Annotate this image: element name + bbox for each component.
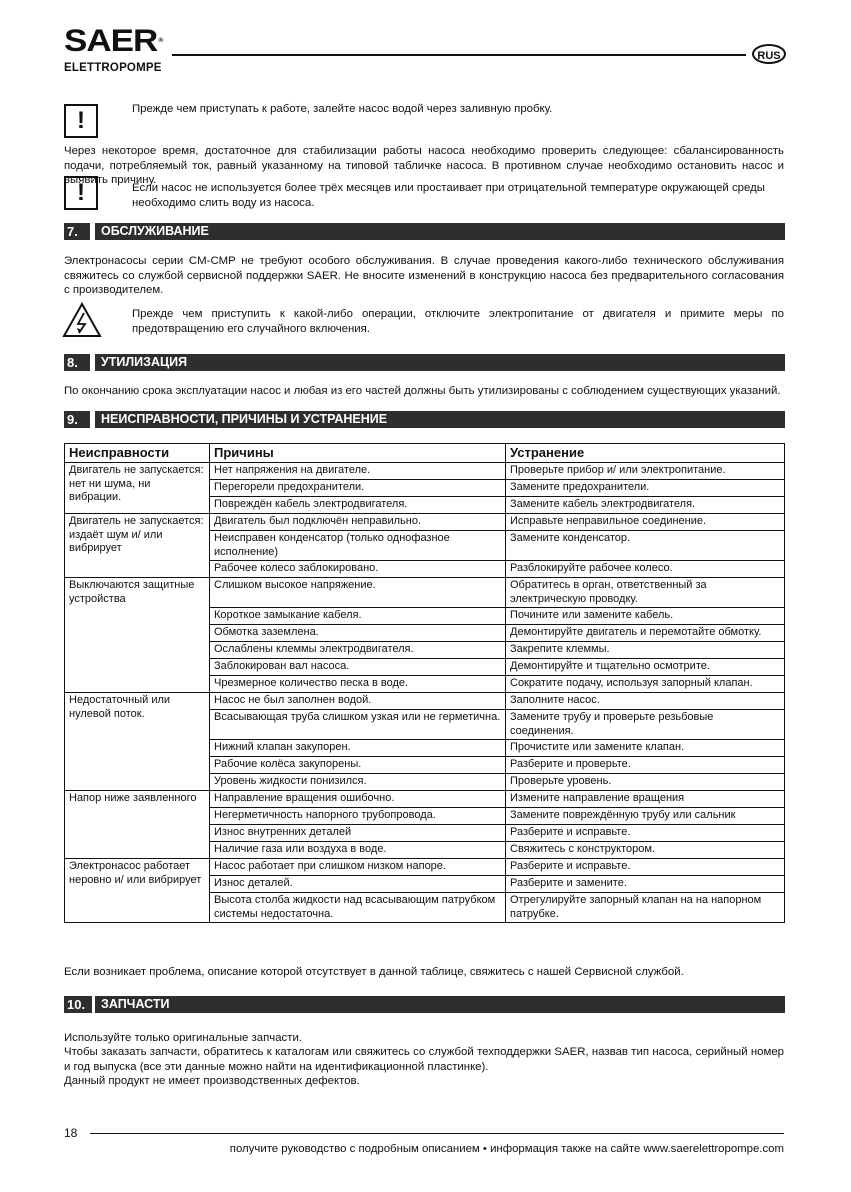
table-row bbox=[65, 791, 785, 808]
cause-cell: Насос не был заполнен водой. bbox=[210, 693, 506, 710]
exclamation-icon: ! bbox=[64, 176, 98, 210]
cause-cell: Рабочие колёса закупорены. bbox=[210, 757, 506, 774]
remedy-cell: Исправьте неправильное соединение. bbox=[506, 514, 785, 531]
table-row bbox=[65, 463, 785, 480]
fault-cell: Электронасос работает неровно и/ или вибрирует bbox=[65, 859, 210, 923]
remedy-cell: Почините или замените кабель. bbox=[506, 608, 785, 625]
remedy-cell: Проверьте уровень. bbox=[506, 774, 785, 791]
cause-cell: Нижний клапан закупорен. bbox=[210, 740, 506, 757]
warning-power-off: Прежде чем приступить к какой-либо операции, отключите электропитание от двигателя и примите меры по предотвращению его случайного включения. bbox=[132, 308, 784, 335]
cause-cell: Уровень жидкости понизился. bbox=[210, 774, 506, 791]
remedy-cell: Замените конденсатор. bbox=[506, 531, 785, 561]
fault-cell: Недостаточный или нулевой поток. bbox=[65, 693, 210, 791]
paragraph-check: Через некоторое время, достаточное для стабилизации работы насоса необходимо проверить следующее: сбалансированность подачи, потребляемый ток, равный указанному на типовой табличке насоса. В противном случае необходимо остановить насос и выявить причину. bbox=[64, 145, 784, 187]
table-header-faults: Неисправности bbox=[65, 444, 210, 463]
fault-cell: Двигатель не запускается: нет ни шума, ни вибрации. bbox=[65, 463, 210, 514]
remedy-cell: Свяжитесь с конструктором. bbox=[506, 842, 785, 859]
remedy-cell: Разберите и исправьте. bbox=[506, 825, 785, 842]
remedy-cell: Замените предохранители. bbox=[506, 480, 785, 497]
paragraph-disposal: По окончанию срока эксплуатации насос и любая из его частей должны быть утилизированы с соблюдением существующих указаний. bbox=[64, 385, 781, 397]
header-rule bbox=[172, 54, 746, 56]
remedy-cell: Заполните насос. bbox=[506, 693, 785, 710]
cause-cell: Высота столба жидкости над всасывающим патрубком системы недостаточна. bbox=[210, 893, 506, 923]
language-badge: RUS bbox=[752, 44, 786, 64]
cause-cell: Перегорели предохранители. bbox=[210, 480, 506, 497]
cause-cell: Насос работает при слишком низком напоре. bbox=[210, 859, 506, 876]
paragraph-contact-service: Если возникает проблема, описание которой отсутствует в данной таблице, свяжитесь с нашей Сервисной службой. bbox=[64, 966, 684, 978]
section-10-title: ЗАПЧАСТИ bbox=[95, 996, 785, 1013]
table-row bbox=[65, 514, 785, 531]
section-8-title: УТИЛИЗАЦИЯ bbox=[95, 354, 785, 371]
fault-cell: Двигатель не запускается: издаёт шум и/ или вибрирует bbox=[65, 514, 210, 578]
remedy-cell: Замените повреждённую трубу или сальник bbox=[506, 808, 785, 825]
exclamation-icon: ! bbox=[64, 104, 98, 138]
table-header-remedies: Устранение bbox=[506, 444, 785, 463]
logo-subtitle: ELETTROPOMPE bbox=[64, 62, 162, 74]
section-7-title: ОБСЛУЖИВАНИЕ bbox=[95, 223, 785, 240]
remedy-cell: Разберите и замените. bbox=[506, 876, 785, 893]
warning-fill-pump: Прежде чем приступать к работе, залейте насос водой через заливную пробку. bbox=[132, 103, 553, 115]
cause-cell: Двигатель был подключён неправильно. bbox=[210, 514, 506, 531]
cause-cell: Ослаблены клеммы электродвигателя. bbox=[210, 642, 506, 659]
fault-cell: Выключаются защитные устройства bbox=[65, 578, 210, 693]
remedy-cell: Разберите и исправьте. bbox=[506, 859, 785, 876]
table-header-causes: Причины bbox=[210, 444, 506, 463]
remedy-cell: Отрегулируйте запорный клапан на на напорном патрубке. bbox=[506, 893, 785, 923]
warning-drain-water: Если насос не используется более трёх месяцев или простаивает при отрицательной температуре окружающей среды необходимо слить воду из насоса. bbox=[132, 182, 765, 209]
fault-cell: Напор ниже заявленного bbox=[65, 791, 210, 859]
remedy-cell: Демонтируйте двигатель и перемотайте обмотку. bbox=[506, 625, 785, 642]
table-row bbox=[65, 578, 785, 608]
section-10-number: 10. bbox=[64, 996, 92, 1013]
cause-cell: Повреждён кабель электродвигателя. bbox=[210, 497, 506, 514]
cause-cell: Направление вращения ошибочно. bbox=[210, 791, 506, 808]
logo-brand: SAER® bbox=[64, 23, 163, 59]
footer-text: получите руководство с подробным описанием • информация также на сайте www.saerelettropompe.com bbox=[229, 1143, 784, 1155]
cause-cell: Износ внутренних деталей bbox=[210, 825, 506, 842]
paragraph-spares-1: Используйте только оригинальные запчасти. bbox=[64, 1032, 302, 1044]
section-9-number: 9. bbox=[64, 411, 90, 428]
troubleshooting-table bbox=[64, 443, 785, 923]
cause-cell: Чрезмерное количество песка в воде. bbox=[210, 676, 506, 693]
paragraph-maintenance: Электронасосы серии CM-CMP не требуют особого обслуживания. В случае проведения какого-либо технического обслуживания свяжитесь со службой сервисной поддержки SAER. Не вносите изменений в конструкцию насоса без предварительного согласования с производителем. bbox=[64, 255, 784, 297]
footer-rule bbox=[90, 1133, 784, 1134]
table-row bbox=[65, 859, 785, 876]
cause-cell: Наличие газа или воздуха в воде. bbox=[210, 842, 506, 859]
electric-hazard-icon bbox=[62, 302, 102, 338]
remedy-cell: Разберите и проверьте. bbox=[506, 757, 785, 774]
cause-cell: Рабочее колесо заблокировано. bbox=[210, 561, 506, 578]
remedy-cell: Обратитесь в орган, ответственный за электрическую проводку. bbox=[506, 578, 785, 608]
section-9-title: НЕИСПРАВНОСТИ, ПРИЧИНЫ И УСТРАНЕНИЕ bbox=[95, 411, 785, 428]
remedy-cell: Измените направление вращения bbox=[506, 791, 785, 808]
remedy-cell: Замените кабель электродвигателя. bbox=[506, 497, 785, 514]
cause-cell: Негерметичность напорного трубопровода. bbox=[210, 808, 506, 825]
cause-cell: Короткое замыкание кабеля. bbox=[210, 608, 506, 625]
cause-cell: Нет напряжения на двигателе. bbox=[210, 463, 506, 480]
saer-logo bbox=[64, 23, 168, 74]
remedy-cell: Прочистите или замените клапан. bbox=[506, 740, 785, 757]
cause-cell: Всасывающая труба слишком узкая или не герметична. bbox=[210, 710, 506, 740]
section-7-number: 7. bbox=[64, 223, 90, 240]
cause-cell: Заблокирован вал насоса. bbox=[210, 659, 506, 676]
cause-cell: Слишком высокое напряжение. bbox=[210, 578, 506, 608]
page-number: 18 bbox=[64, 1126, 78, 1140]
paragraph-spares-2: Чтобы заказать запчасти, обратитесь к каталогам или свяжитесь со службой техподдержки SAER, назвав тип насоса, серийный номер и год выпуска (все эти данные можно найти на идентификационной пластинке). bbox=[64, 1046, 784, 1073]
remedy-cell: Замените трубу и проверьте резьбовые соединения. bbox=[506, 710, 785, 740]
cause-cell: Износ деталей. bbox=[210, 876, 506, 893]
paragraph-spares-3: Данный продукт не имеет производственных дефектов. bbox=[64, 1075, 360, 1087]
table-row bbox=[65, 693, 785, 710]
cause-cell: Обмотка заземлена. bbox=[210, 625, 506, 642]
remedy-cell: Сократите подачу, используя запорный клапан. bbox=[506, 676, 785, 693]
remedy-cell: Разблокируйте рабочее колесо. bbox=[506, 561, 785, 578]
remedy-cell: Закрепите клеммы. bbox=[506, 642, 785, 659]
remedy-cell: Проверьте прибор и/ или электропитание. bbox=[506, 463, 785, 480]
section-8-number: 8. bbox=[64, 354, 90, 371]
cause-cell: Неисправен конденсатор (только однофазное исполнение) bbox=[210, 531, 506, 561]
remedy-cell: Демонтируйте и тщательно осмотрите. bbox=[506, 659, 785, 676]
